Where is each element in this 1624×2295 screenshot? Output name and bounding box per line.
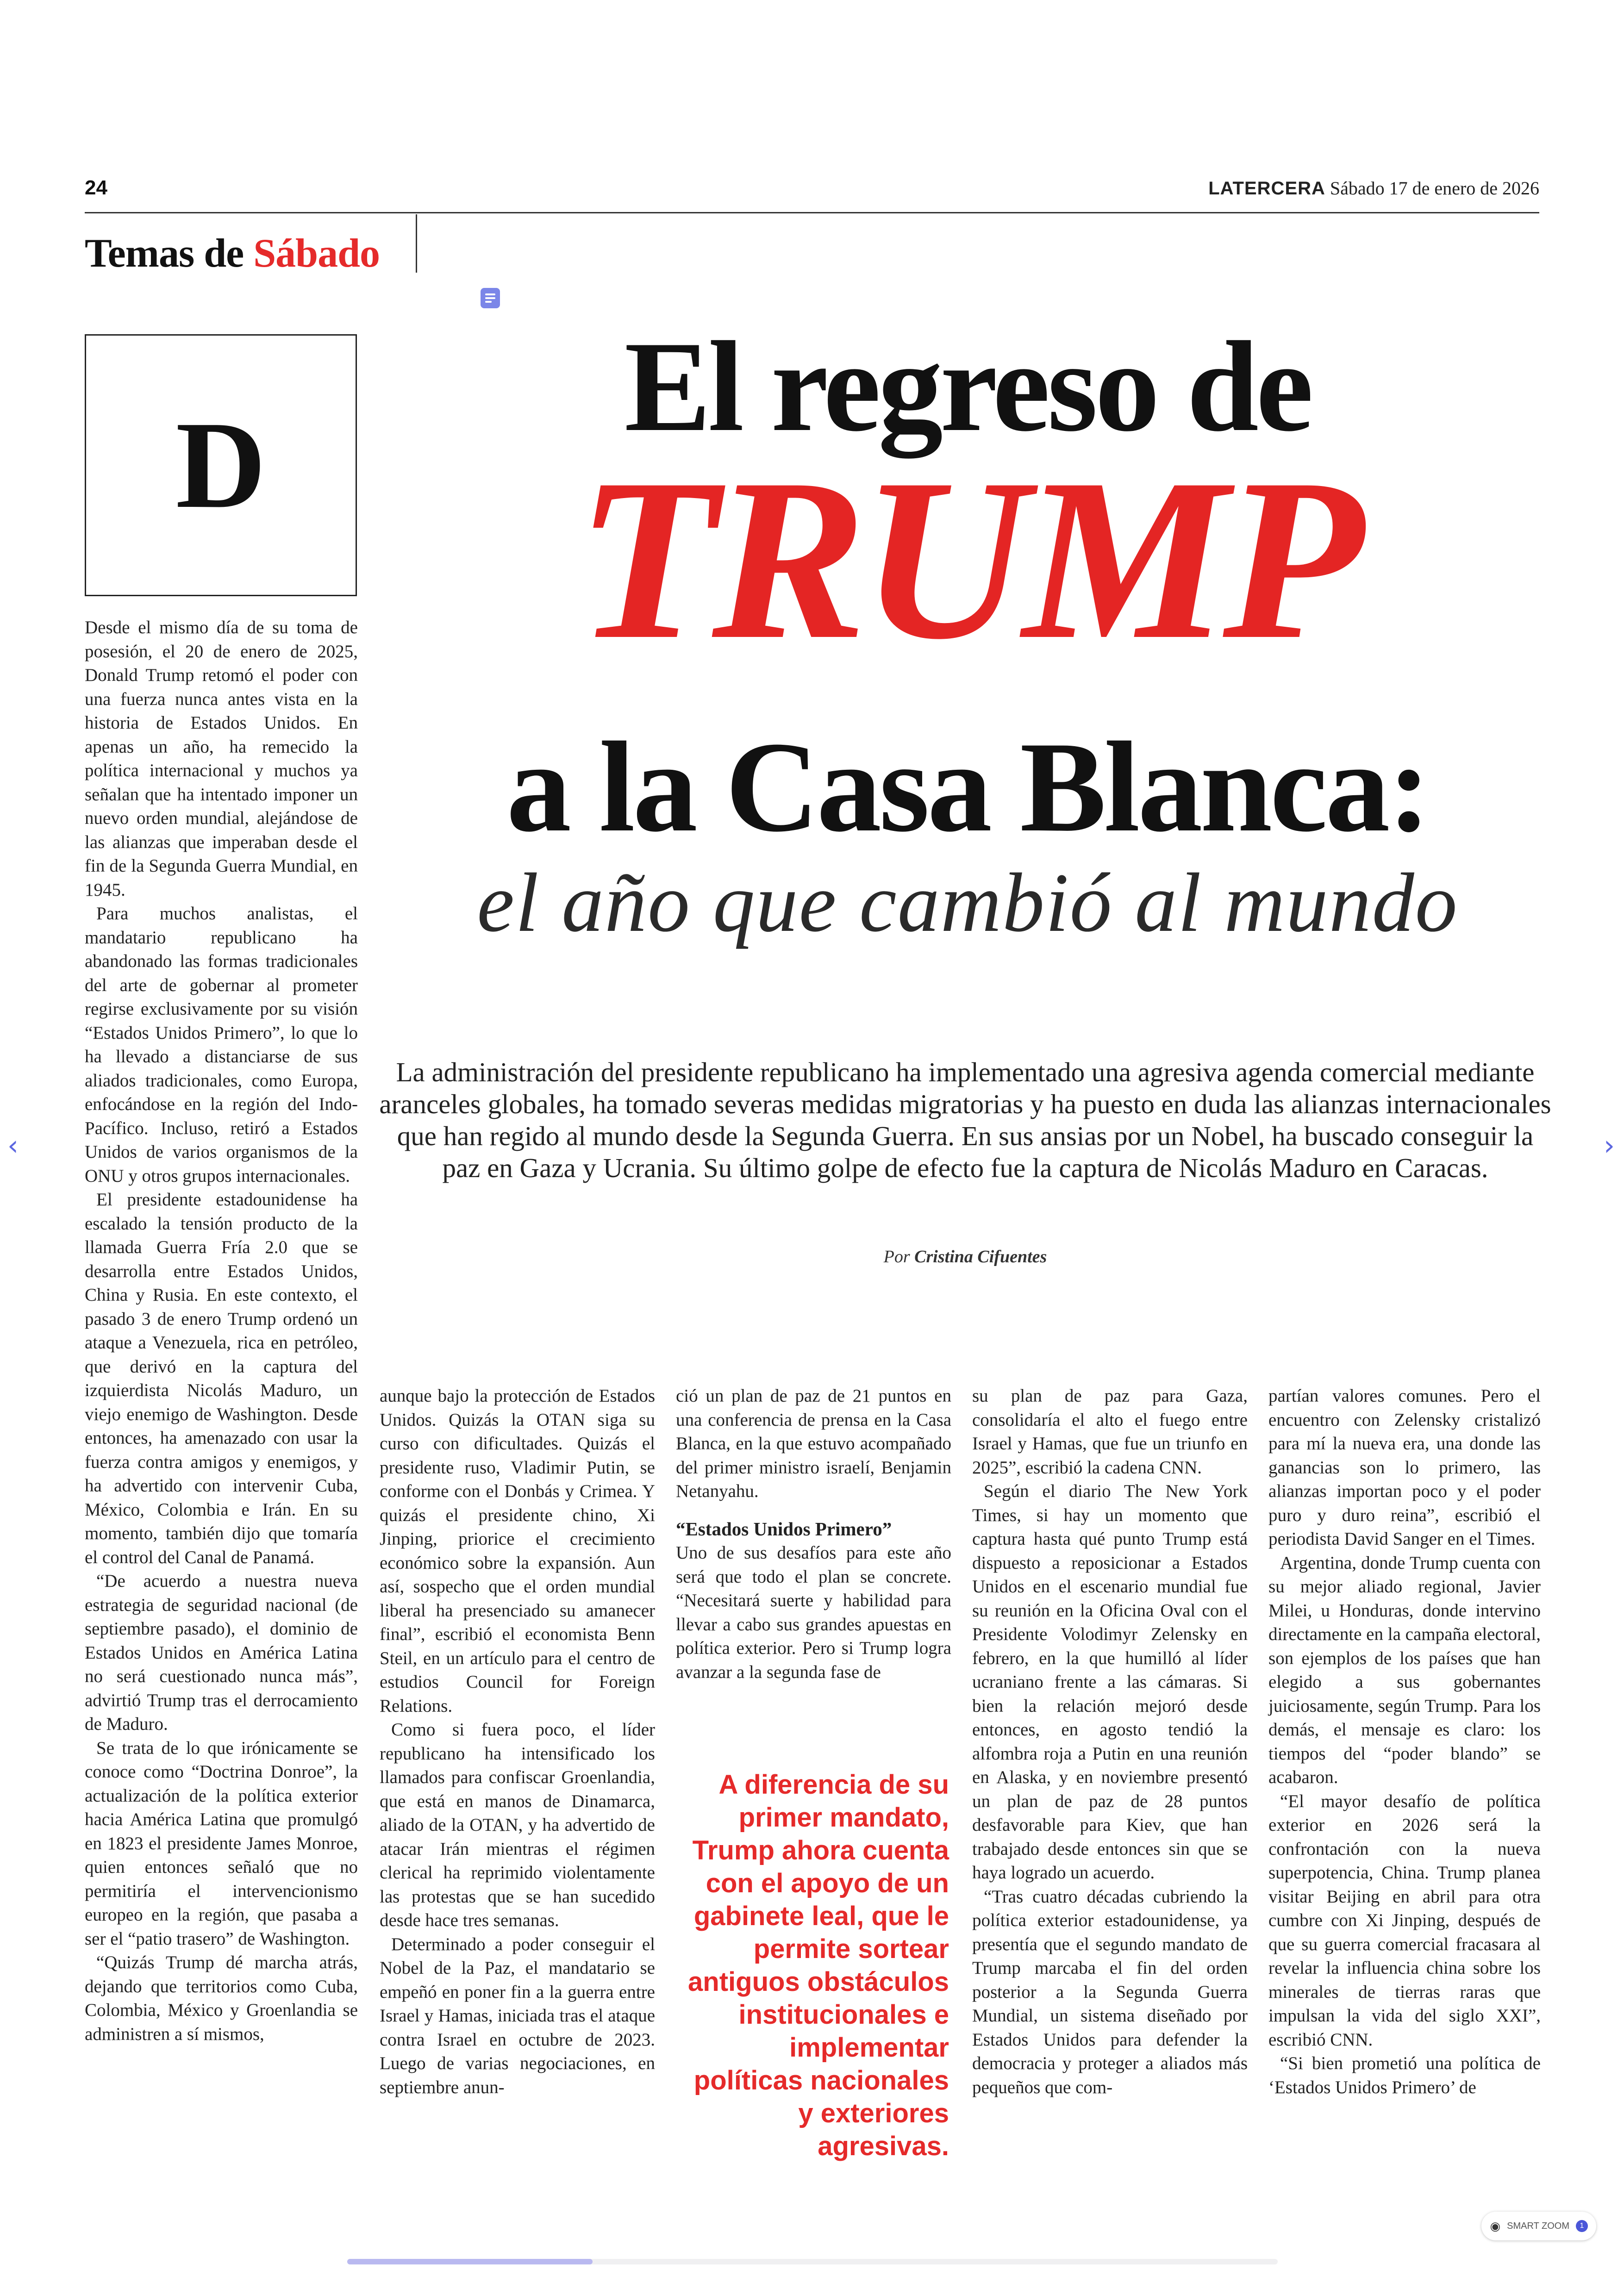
masthead-date xyxy=(1208,177,1539,199)
paragraph: “Si bien prometió una política de ‘Estados Unidos Primero’ de xyxy=(1268,2053,1541,2097)
byline xyxy=(375,1247,1555,1267)
byline-prefix: Por xyxy=(883,1247,910,1266)
section-title xyxy=(85,230,380,277)
smart-zoom-badge: 1 xyxy=(1576,2220,1588,2232)
drop-cap-box xyxy=(85,334,357,596)
body-column-2 xyxy=(380,1384,655,2099)
horizontal-scrollbar[interactable] xyxy=(347,2259,1278,2264)
paragraph: su plan de paz para Gaza, consolidaría el alto el fuego entre Israel y Hamas, que fue un triunfo en 2025”, escribió la cadena CNN. xyxy=(972,1386,1248,1478)
body-column-1 xyxy=(85,616,358,2046)
headline-subtitle: el año que cambió al mundo xyxy=(477,856,1458,949)
pull-quote: A diferencia de su primer mandato, Trump ahora cuenta con el apoyo de un gabinete leal, que le permite sortear antiguos obstáculos institucionales e implementar políticas nacionales y exteriores agresivas. xyxy=(688,1770,949,2161)
chevron-left-icon[interactable]: ‹ xyxy=(7,1129,19,1162)
paragraph: “Tras cuatro décadas cubriendo la política exterior estadounidense, ya presentía que el segundo mandato de Trump marcaba el fin del orden posterior a la Segunda Guerra Mundial, un sistema diseñado por Estados Unidos para defender la democracia y proteger a aliados más pequeños que com- xyxy=(972,1886,1248,2097)
smart-zoom-label: SMART ZOOM xyxy=(1507,2220,1569,2231)
scrollbar-thumb[interactable] xyxy=(347,2259,593,2264)
note-icon[interactable] xyxy=(481,288,500,308)
eye-icon: ◉ xyxy=(1490,2219,1501,2233)
paragraph: Argentina, donde Trump cuenta con su mejor aliado regional, Javier Milei, u Honduras, donde intervino directamente en la campaña electoral, son ejemplos de los países que han elegido a sus gobernantes juiciosamente, según Trump. Para los demás, el mensaje es claro: los tiempos del “poder blando” se acabaron. xyxy=(1268,1553,1541,1787)
smart-zoom-button[interactable] xyxy=(1481,2212,1596,2240)
byline-author: Cristina Cifuentes xyxy=(914,1247,1047,1266)
paragraph: partían valores comunes. Pero el encuentro con Zelensky cristalizó para mí la nueva era, una donde las ganancias son lo primero, las alianzas importan poco y el poder puro y duro reina”, escribió el periodista David Sanger en el Times. xyxy=(1268,1386,1541,1549)
paragraph: Se trata de lo que irónicamente se conoce como “Doctrina Donroe”, la actualización de la política exterior hacia América Latina que promulgó en 1823 el presidente James Monroe, quien entonces señaló que no permitiría el intervencionismo europeo en la región, que pasaba a ser el “patio trasero” de Washington. xyxy=(85,1738,358,1949)
paragraph: “Quizás Trump dé marcha atrás, dejando que territorios como Cuba, Colombia, México y Groenlandia se administren a sí mismos, xyxy=(85,1952,358,2044)
headline-line3: a la Casa Blanca: xyxy=(506,715,1429,859)
body-column-3 xyxy=(676,1384,951,1684)
drop-cap: D xyxy=(175,396,266,534)
page-number: 24 xyxy=(85,176,107,199)
paragraph: Determinado a poder conseguir el Nobel de la Paz, el mandatario se empeñó en poner fin a la guerra entre Israel y Hamas, iniciada tras el ataque contra Israel en octubre de 2023. Luego de varias negociaciones, en septiembre anun- xyxy=(380,1934,655,2097)
paragraph: “De acuerdo a nuestra nueva estrategia de seguridad nacional (de septiembre pasado), el dominio de Estados Unidos en América Latina no será cuestionado nunca más”, advirtió Trump tras el derrocamiento de Maduro. xyxy=(85,1571,358,1734)
paragraph: Para muchos analistas, el mandatario republicano ha abandonado las formas tradicionales del arte de gobernar al prometer regirse exclusivamente por su visión “Estados Unidos Primero”, lo que lo ha llevado a distanciarse de sus aliados tradicionales, como Europa, enfocándose en la región del Indo-Pacífico. Incluso, retiró a Estados Unidos de varios organismos de la ONU y otros grupos internacionales. xyxy=(85,904,358,1186)
body-column-5 xyxy=(1268,1384,1541,2099)
header-rule xyxy=(85,212,1539,213)
paragraph: Como si fuera poco, el líder republicano ha intensificado los llamados para confiscar Groenlandia, que está en manos de Dinamarca, aliado de la OTAN, y ha advertido de atacar Irán mientras el régimen clerical ha reprimido violentamente las protestas que se han sucedido desde hace tres semanas. xyxy=(380,1720,655,1930)
issue-date: Sábado 17 de enero de 2026 xyxy=(1330,178,1539,199)
section-title-part2: Sábado xyxy=(253,231,380,276)
chevron-right-icon[interactable]: › xyxy=(1604,1129,1615,1162)
headline-line1: El regreso de xyxy=(624,314,1311,458)
paragraph: Uno de sus desafíos para este año será que todo el plan se concrete. “Necesitará suerte y habilidad para llevar a cabo sus grandes apuestas en política exterior. Pero si Trump logra avanzar a la segunda fase de xyxy=(676,1543,951,1682)
lede-paragraph: La administración del presidente republicano ha implementado una agresiva agenda comercial mediante aranceles globales, ha tomado severas medidas migratorias y ha puesto en duda las alianzas internacionales que han regido al mundo desde la Segunda Guerra. En sus ansias por un Nobel, ha buscado conseguir la paz en Gaza y Ucrania. Su último golpe de efecto fue la captura de Nicolás Maduro en Caracas. xyxy=(379,1057,1551,1183)
brand-name: LATERCERA xyxy=(1208,178,1325,199)
section-title-part1: Temas de xyxy=(85,231,244,276)
headline-trump: TRUMP xyxy=(576,431,1359,687)
section-divider xyxy=(416,214,417,273)
body-column-4 xyxy=(972,1384,1248,2099)
paragraph: aunque bajo la protección de Estados Unidos. Quizás la OTAN siga su curso con dificultades. Quizás el presidente ruso, Vladimir Putin, se conforme con el Donbás y Crimea. Y quizás el presidente chino, Xi Jinping, priorice el crecimiento económico sobre la expansión. Aun así, sospecho que el orden mundial liberal ha presenciado su amanecer final”, escribió el economista Benn Steil, en un artículo para el centro de estudios Council for Foreign Relations. xyxy=(380,1386,655,1716)
paragraph: Desde el mismo día de su toma de posesión, el 20 de enero de 2025, Donald Trump retomó el poder con una fuerza nunca antes vista en la historia de Estados Unidos. En apenas un año, ha remecido la política internacional y muchos ya señalan que ha intentado imponer un nuevo orden mundial, alejándose de las alianzas que imperaban desde el fin de la Segunda Guerra Mundial, en 1945. xyxy=(85,617,358,900)
paragraph: Según el diario The New York Times, si hay un momento que captura hasta qué punto Trump está dispuesto a reposicionar a Estados Unidos en el escenario mundial fue su reunión en la Oficina Oval con el Presidente Volodimyr Zelensky en febrero, en la que humilló al líder ucraniano frente a las cámaras. Si bien la relación mejoró desde entonces, en agosto tendió la alfombra roja a Putin en una reunión en Alaska, y en noviembre presentó un plan de paz de 28 puntos desfavorable para Kiev, que han trabajado desde entonces sin que se haya logrado un acuerdo. xyxy=(972,1481,1248,1883)
paragraph: “El mayor desafío de política exterior en 2026 será la confrontación con la nueva superpotencia, China. Trump planea visitar Beijing en abril para otra cumbre con Xi Jinping, después de que su guerra comercial fracasara al revelar la influencia china sobre los minerales de tierras raras que impulsan la vida del siglo XXI”, escribió CNN. xyxy=(1268,1791,1541,2050)
paragraph: ció un plan de paz de 21 puntos en una conferencia de prensa en la Casa Blanca, en la que estuvo acompañado del primer ministro israelí, Benjamin Netanyahu. xyxy=(676,1386,951,1501)
subhead: “Estados Unidos Primero” xyxy=(676,1518,892,1540)
paragraph: El presidente estadounidense ha escalado la tensión producto de la llamada Guerra Fría 2.0 que se desarrolla entre Estados Unidos, China y Rusia. En este contexto, el pasado 3 de enero Trump ordenó un ataque a Venezuela, rica en petróleo, que derivó en la captura del izquierdista Nicolás Maduro, un viejo enemigo de Washington. Desde entonces, ha amenazado con usar la fuerza contra amigos y enemigos, y ha advertido con intervenir Cuba, México, Colombia e Irán. En su momento, también dijo que tomaría el control del Canal de Panamá. xyxy=(85,1190,358,1567)
